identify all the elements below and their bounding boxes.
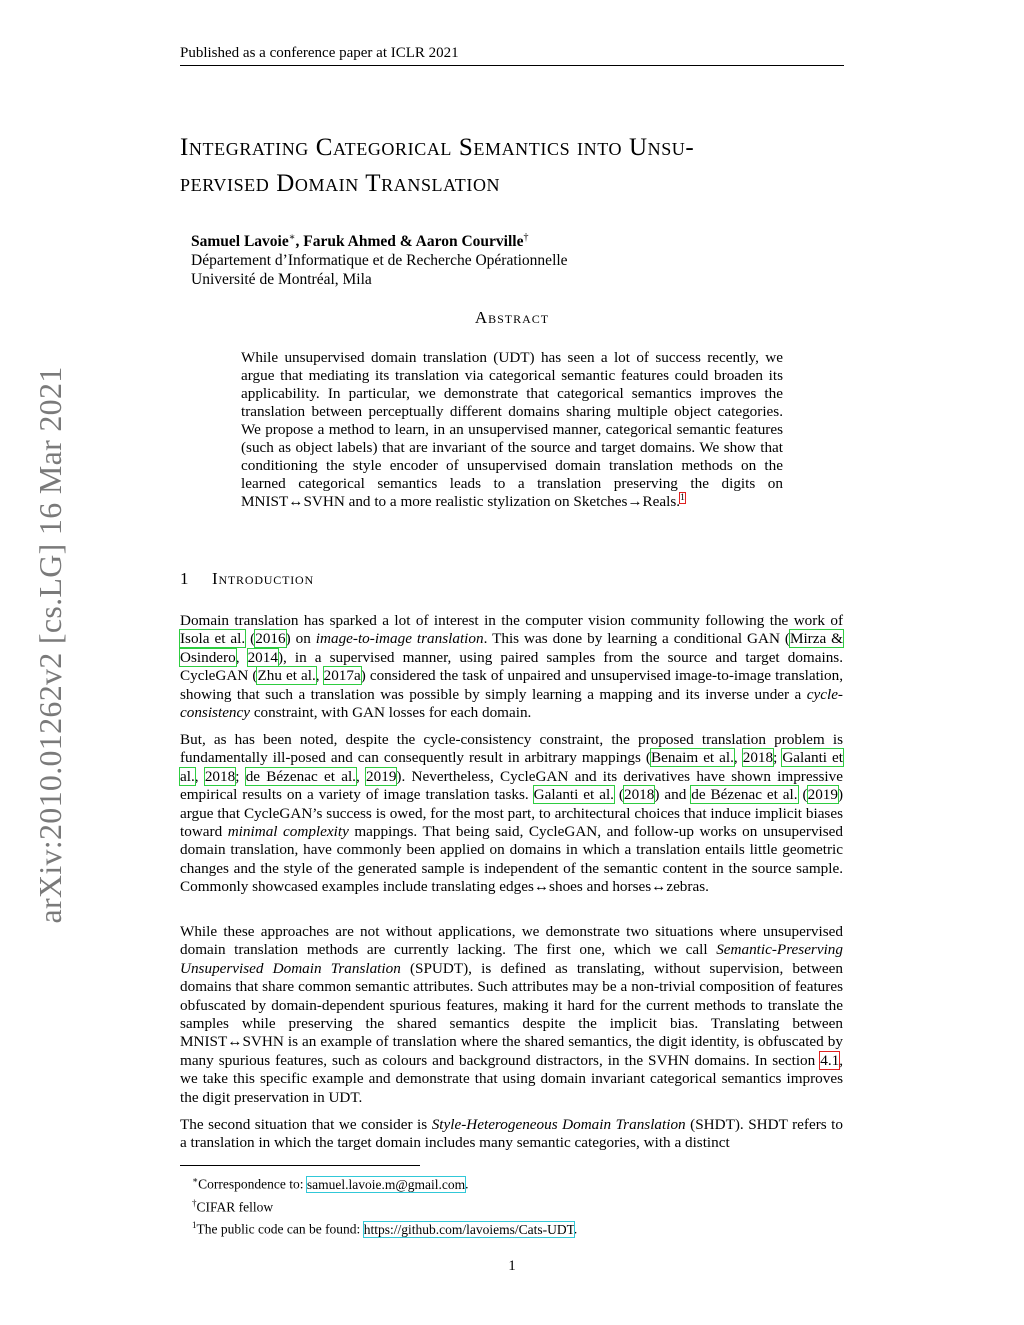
text-run: (SHDT). SHDT refers to a translation in which the target domain includes many semantic categories, with a distinct — [180, 1116, 843, 1152]
text-run: ( — [613, 786, 624, 804]
footnote-text: Correspondence to: — [198, 1176, 307, 1192]
text-run: ) considered the task of unpaired and unsupervised image-to-image translation, showing that such a translation was possible by simply learning a mapping and its inverse under a — [180, 667, 844, 703]
citation-link[interactable]: 2014 — [247, 648, 278, 666]
footnote-ref-link[interactable]: 1 — [680, 492, 685, 503]
text-run: ) and — [654, 786, 692, 804]
text-run: ) on — [285, 630, 316, 648]
running-header: Published as a conference paper at ICLR 2021 — [180, 44, 844, 66]
text-run: ( — [797, 786, 808, 804]
footnote-1 — [192, 1171, 832, 1194]
emphasis-text: Semantic-Preserving Unsupervised Domain Translation — [180, 941, 843, 977]
paragraph-3 — [180, 923, 843, 1107]
text-run: , — [355, 767, 367, 785]
citation-link[interactable]: de Bézenac et al. — [245, 767, 356, 785]
author-mark-2: † — [523, 232, 529, 243]
citation-link[interactable]: Mirza & Osindero — [180, 630, 843, 666]
citation-link[interactable]: 2019 — [807, 786, 838, 804]
section-ref-link[interactable]: 4.1 — [820, 1051, 840, 1069]
citation-link[interactable]: Galanti et al. — [533, 786, 614, 804]
title-line-1: Integrating Categorical Semantics into Unsu- — [180, 134, 695, 161]
emphasis-text: cycle-consistency — [180, 685, 843, 722]
code-url-link[interactable]: https://github.com/lavoiems/Cats-UDT — [363, 1221, 574, 1237]
text-run: , — [315, 667, 324, 685]
text-run: ; — [773, 749, 783, 767]
citation-link[interactable]: 2018 — [204, 767, 236, 785]
author-mark-1: ∗ — [288, 232, 296, 243]
footnote-2 — [192, 1194, 832, 1217]
text-run: But, as has been noted, despite the cycle-consistency constraint, the proposed translation problem is fundamentally ill-posed and can consequently result in arbitrary mappings ( — [180, 731, 843, 767]
citation-link[interactable]: Benaim et al. — [650, 749, 734, 767]
arxiv-stamp: arXiv:2010.01262v2 [cs.LG] 16 Mar 2021 — [32, 366, 68, 924]
text-run: , we take this specific example and demonstrate that using domain invariant categorical semantics improves the digit preservation in UDT. — [180, 1051, 843, 1106]
emphasis-text: image-to-image translation — [315, 630, 484, 648]
footnote-3 — [192, 1216, 832, 1239]
citation-link[interactable]: Galanti et al. — [180, 749, 843, 785]
paragraph-1 — [180, 612, 843, 722]
footnote-mark: 1 — [192, 1220, 197, 1230]
text-run: ( — [245, 630, 256, 648]
section-number: 1 — [180, 569, 190, 588]
text-run: Domain translation has sparked a lot of interest in the computer vision community following the work of — [180, 612, 843, 629]
emphasis-text: Style-Heterogeneous Domain Translation — [431, 1116, 686, 1133]
text-run: ), in a supervised manner, using paired samples from the source and target domains. CycleGAN ( — [180, 648, 843, 685]
footnote-mark: ∗ — [192, 1175, 199, 1185]
section-heading — [180, 569, 680, 589]
affiliation-line-2: Université de Montréal, Mila — [191, 271, 372, 289]
citation-link[interactable]: de Bézenac et al. — [691, 786, 798, 804]
footnotes — [192, 1171, 832, 1239]
citation-link[interactable]: 2018 — [742, 749, 774, 767]
author-names-rest: , Faruk Ahmed & Aaron Courville — [295, 233, 524, 251]
footnote-divider — [180, 1165, 420, 1166]
author-block — [191, 228, 791, 289]
abstract-body: While unsupervised domain translation (UDT) has seen a lot of success recently, we argue that mediating its translation via categorical semantic features could broaden its applicability. In particular, we demonstrate that categorical semantics improves the translation between perceptually different domains sharing multiple object categories. We propose a method to learn, in an unsupervised manner, categorical semantic features (such as object labels) that are invariant of the source and target domains. We show that conditioning the style encoder of unsupervised domain translation methods on the learned categorical semantics leads to a translation preserving the digits on MNIST↔SVHN and to a more realistic stylization on Sketches→Reals. — [241, 349, 783, 510]
footnote-text: . — [465, 1176, 469, 1192]
citation-link[interactable]: Zhu et al. — [257, 667, 316, 685]
text-run: (SPUDT), is defined as translating, without supervision, between domains that share common semantic attributes. Such attributes may be a non-trivial composition of features obfuscated by domain-dependent spurious features, making it hard for the current methods to translate the samples while preserving the shared semantics despite the implicit bias. Translating between MNIST↔SVHN is an example of translation where the shared semantics, the digit identity, is obfuscated by many spurious features, such as colours and background distractors, in the SVHN domains. In section — [180, 959, 843, 1069]
paragraph-2 — [180, 731, 843, 897]
email-link[interactable]: samuel.lavoie.m@gmail.com — [306, 1176, 466, 1192]
text-run: The second situation that we consider is — [180, 1116, 432, 1133]
emphasis-text: minimal complexity — [227, 823, 349, 841]
text-run: mappings. That being said, CycleGAN, and follow-up works on unsupervised domain translation, have commonly been applied on domains in which a translation entails little geometric changes and the style of the generated sample is independent of the semantic content in the source sample. Commonly showcased examples include translating edges↔shoes and horses↔zebras. — [180, 823, 844, 896]
abstract-text — [241, 349, 783, 511]
citation-link[interactable]: 2017a — [323, 667, 361, 685]
text-run: ). Nevertheless, CycleGAN and its derivatives have shown impressive empirical results on a variety of image translation tasks. — [180, 767, 843, 804]
paper-title — [180, 130, 850, 202]
text-run: ; — [235, 767, 246, 785]
citation-link[interactable]: 2016 — [255, 630, 286, 648]
footnote-text: The public code can be found: — [196, 1221, 364, 1237]
citation-link[interactable]: 2018 — [623, 786, 655, 804]
text-run: , — [235, 648, 248, 666]
text-run: . This was done by learning a conditional GAN ( — [483, 630, 790, 648]
text-run: , — [733, 749, 743, 767]
author-name-1: Samuel Lavoie — [191, 233, 289, 251]
abstract-heading: Abstract — [474, 308, 550, 327]
section-title: Introduction — [212, 569, 314, 588]
affiliation-line-1: Département d’Informatique et de Recherche Opérationnelle — [191, 252, 568, 270]
footnote-text: . — [573, 1221, 578, 1237]
paragraph-4 — [180, 1116, 843, 1153]
text-run: While these approaches are not without applications, we demonstrate two situations where unsupervised domain translation methods are currently lacking. The first one, which we call — [180, 923, 843, 959]
text-run: constraint, with GAN losses for each domain. — [250, 704, 532, 722]
citation-link[interactable]: Isola et al. — [180, 630, 246, 648]
text-run: , — [194, 767, 205, 785]
footnote-mark: † — [192, 1197, 197, 1208]
text-run: ) argue that CycleGAN’s success is owed, for the most part, to architectural choices that induce implicit biases toward — [180, 786, 844, 841]
citation-link[interactable]: 2019 — [366, 767, 397, 785]
footnote-text: CIFAR fellow — [196, 1199, 274, 1214]
author-names — [191, 228, 791, 251]
page-number: 1 — [508, 1258, 516, 1274]
title-line-2: pervised Domain Translation — [180, 170, 501, 197]
